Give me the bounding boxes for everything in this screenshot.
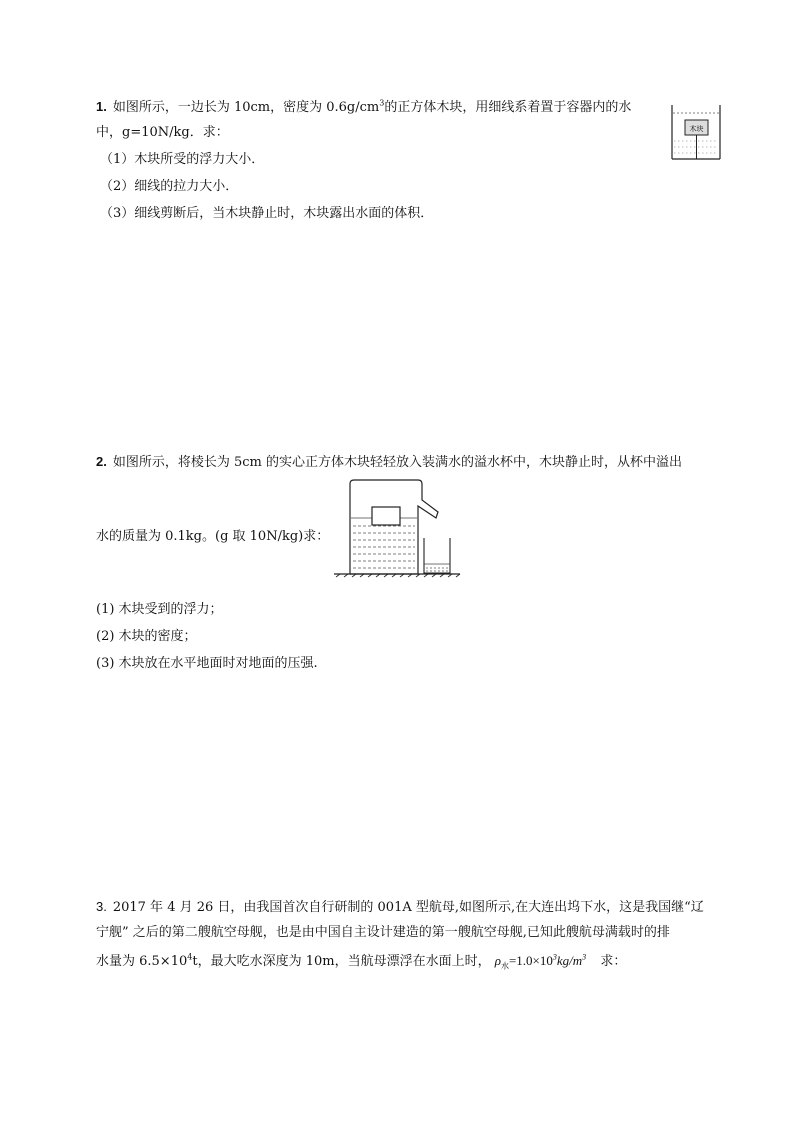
q2-number: 2. [96,454,107,469]
q1-line2: 中，g=10N/kg．求： [96,125,229,140]
q3-line2: 宁舰” 之后的第二艘航空母舰，也是由中国自主设计建造的第一艘航空母舰,已知此艘航母满载时的排 [96,925,670,940]
q2-figure-overflow-cup [332,478,464,578]
q3-ask: 求： [600,954,627,969]
q2-item-1: (1) 木块受到的浮力； [96,602,223,617]
q2-text-a: 如图所示，将棱长为 5cm 的实心正方体木块轻轻放入装满水的溢水杯中，木块静止时，从杯中溢出 [112,455,682,470]
q1-item-3: （3）细线剪断后，当木块静止时，木块露出水面的体积． [100,206,434,221]
q1-item-1: （1）木块所受的浮力大小． [100,152,265,167]
q2-line1 [96,453,682,472]
q1-item-2: （2）细线的拉力大小． [100,179,239,194]
q1-number: 1. [96,99,107,114]
q1-text-a: 如图所示，一边长为 10cm，密度为 0.6g/cm [112,100,380,115]
q1-figure-container [670,103,722,161]
q1-line1 [96,98,631,117]
q3-number: 3. [96,899,107,914]
q2-wood-block [372,507,400,525]
q2-item-3: (3) 木块放在水平地面时对地面的压强. [96,656,318,671]
q2-item-2: (2) 木块的密度； [96,629,197,644]
q1-sup: 3 [379,98,385,108]
q3-density-formula: $\rho_水=1.0\times 10^3kg/m^3$ [494,952,587,971]
q2-line2: 水的质量为 0.1kg。(g 取 10N/kg)求： [96,529,330,544]
q1-wood-label: 木块 [689,125,704,133]
q3-text-d: t，最大吃水深度为 10m，当航母漂浮在水面上时， [192,954,491,969]
q3-text-c: 水量为 6.5×10 [96,954,188,969]
q3-line1 [96,898,704,917]
q3-line3 [96,952,626,971]
q1-text-b: 的正方体木块，用细线系着置于容器内的水 [384,100,632,115]
q3-text-a: 2017 年 4 月 26 日，由我国首次自行研制的 001A 型航母,如图所示,在大连出坞下水，这是我国继“辽 [112,900,704,915]
q3-sup: 4 [187,952,193,962]
